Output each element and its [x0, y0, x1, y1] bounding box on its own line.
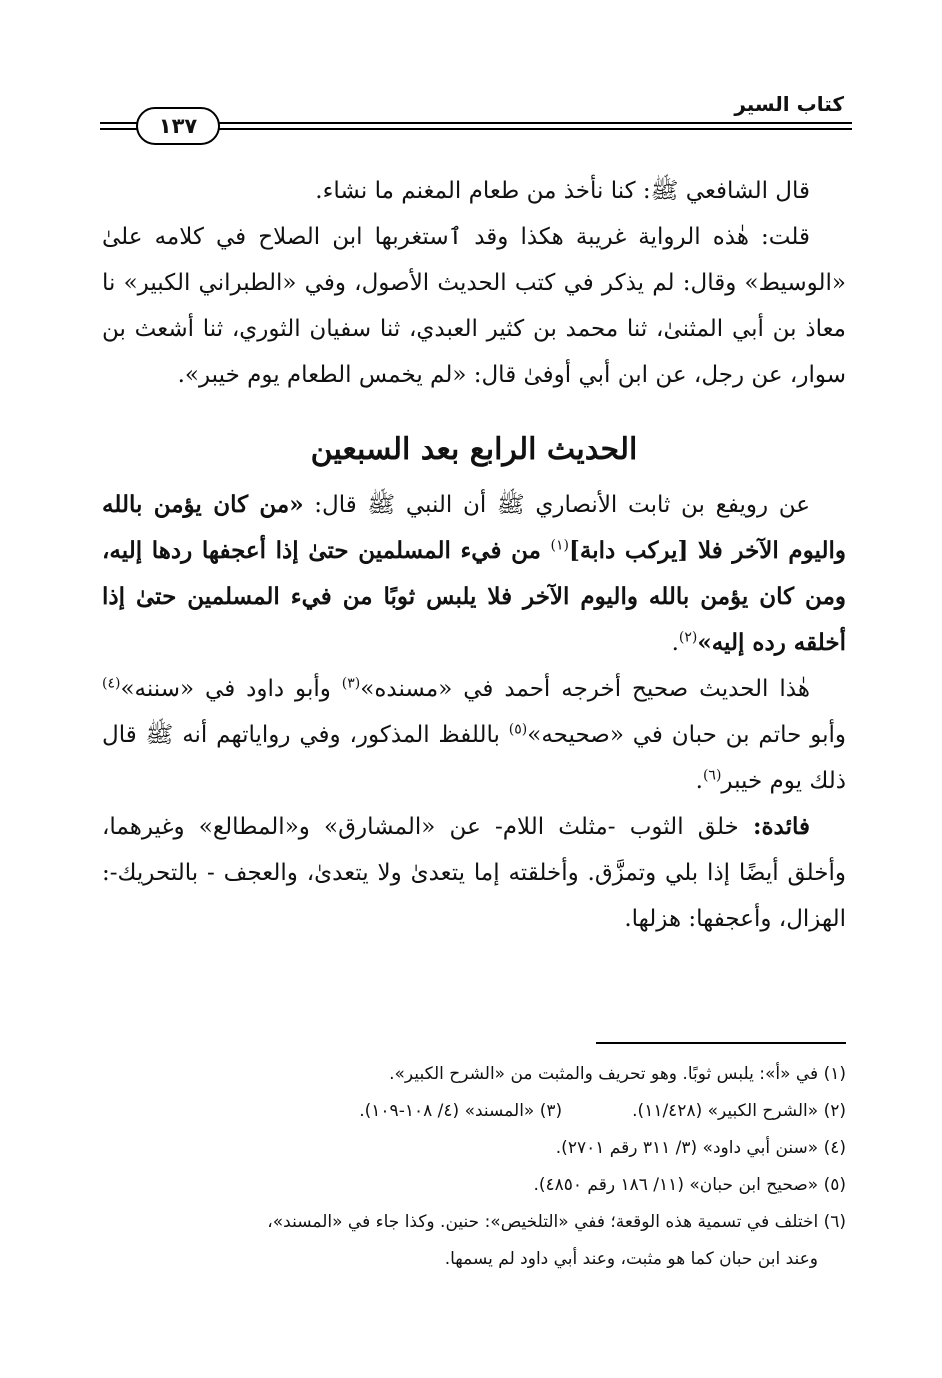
footnote-4: (٤) «سنن أبي داود» (٣/ ٣١١ رقم ٢٧٠١).	[555, 1138, 846, 1158]
footnote-3: (٣) «المسند» (٤/ ١٠٨-١٠٩).	[359, 1101, 563, 1121]
paragraph-takhrij	[102, 666, 846, 804]
footnote-1: (١) في «أ»: يلبس ثوبًا. وهو تحريف والمثبت من «الشرح الكبير».	[389, 1064, 846, 1084]
footnote-row-2-3	[96, 1093, 846, 1130]
hadith-text-a: «من كان يؤمن بالله واليوم الآخر فلا [يركب دابة]	[102, 491, 846, 564]
section-heading: الحديث الرابع بعد السبعين	[310, 432, 638, 467]
footnote-ref-1: (١)	[550, 537, 570, 554]
footnote-2: (٢) «الشرح الكبير» (١١/٤٢٨).	[632, 1101, 846, 1121]
takhrij-end: .	[695, 768, 703, 794]
hadith-end: .	[671, 630, 679, 656]
benefit-label: فائدة:	[752, 813, 810, 840]
paragraph-shafii: قال الشافعي ﷺ: كنا نأخذ من طعام المغنم ما نشاء.	[315, 178, 810, 204]
footnote-ref-3: (٣)	[341, 675, 361, 692]
footnote-6: (٦) اختلف في تسمية هذه الوقعة؛ ففي «التلخيص»: حنين. وكذا جاء في «المسند»،	[267, 1212, 846, 1232]
chapter-title: كتاب السير	[734, 92, 844, 116]
takhrij-c: وأبو حاتم بن حبان في «صحيحه»	[527, 722, 846, 748]
footnote-5: (٥) «صحيح ابن حبان» (١١/ ١٨٦ رقم ٤٨٥٠).	[533, 1175, 846, 1195]
paragraph-benefit	[102, 804, 846, 942]
takhrij-a: هٰذا الحديث صحيح أخرجه أحمد في «مسنده»	[360, 676, 810, 702]
page-number: ١٣٧	[136, 107, 220, 145]
footnote-ref-4: (٤)	[102, 675, 121, 692]
page-header	[100, 92, 852, 142]
footnote-ref-6: (٦)	[702, 767, 722, 784]
footnote-ref-5: (٥)	[508, 721, 528, 738]
paragraph-commentary: قلت: هٰذه الرواية غريبة هكذا وقد ٱستغربها ابن الصلاح في كلامه علىٰ «الوسيط» وقال: لم يذكر في كتب الحديث الأصول، وفي «الطبراني الكبير» نا معاذ بن أبي المثنىٰ، ثنا محمد بن كثير العبدي، ثنا سفيان الثوري، ثنا أشعث بن سوار، عن رجل، عن ابن أبي أوفىٰ قال: «لم يخمس الطعام يوم خيبر».	[102, 224, 846, 388]
hadith-intro: عن رويفع بن ثابت الأنصاري ﷺ أن النبي ﷺ قال:	[303, 492, 811, 518]
footnote-6-continuation: وعند ابن حبان كما هو مثبت، وعند أبي داود لم يسمها.	[444, 1249, 818, 1269]
takhrij-d: باللفظ المذكور، وفي رواياتهم أنه ﷺ قال ذلك يوم خيبر	[102, 722, 846, 794]
footnote-separator	[596, 1042, 846, 1044]
benefit-text: خلق الثوب -مثلث اللام- عن «المشارق» و«المطالع» وغيرهما، وأخلق أيضًا إذا بلي وتمزَّق. وأخلقته إما يتعدىٰ ولا يتعدىٰ، والعجف - بالتحريك-: الهزال، وأعجفها: هزلها.	[102, 814, 846, 932]
footnote-ref-2: (٢)	[678, 629, 698, 646]
main-text	[102, 168, 846, 942]
paragraph-hadith	[102, 482, 846, 666]
hadith-text-b: من فيء المسلمين حتىٰ إذا أعجفها ردها إليه، ومن كان يؤمن بالله واليوم الآخر فلا يلبس ثوبًا من فيء المسلمين حتىٰ إذا أخلقه رده إليه»	[102, 537, 846, 656]
takhrij-b: وأبو داود في «سننه»	[120, 676, 342, 702]
footnotes	[96, 1042, 846, 1278]
